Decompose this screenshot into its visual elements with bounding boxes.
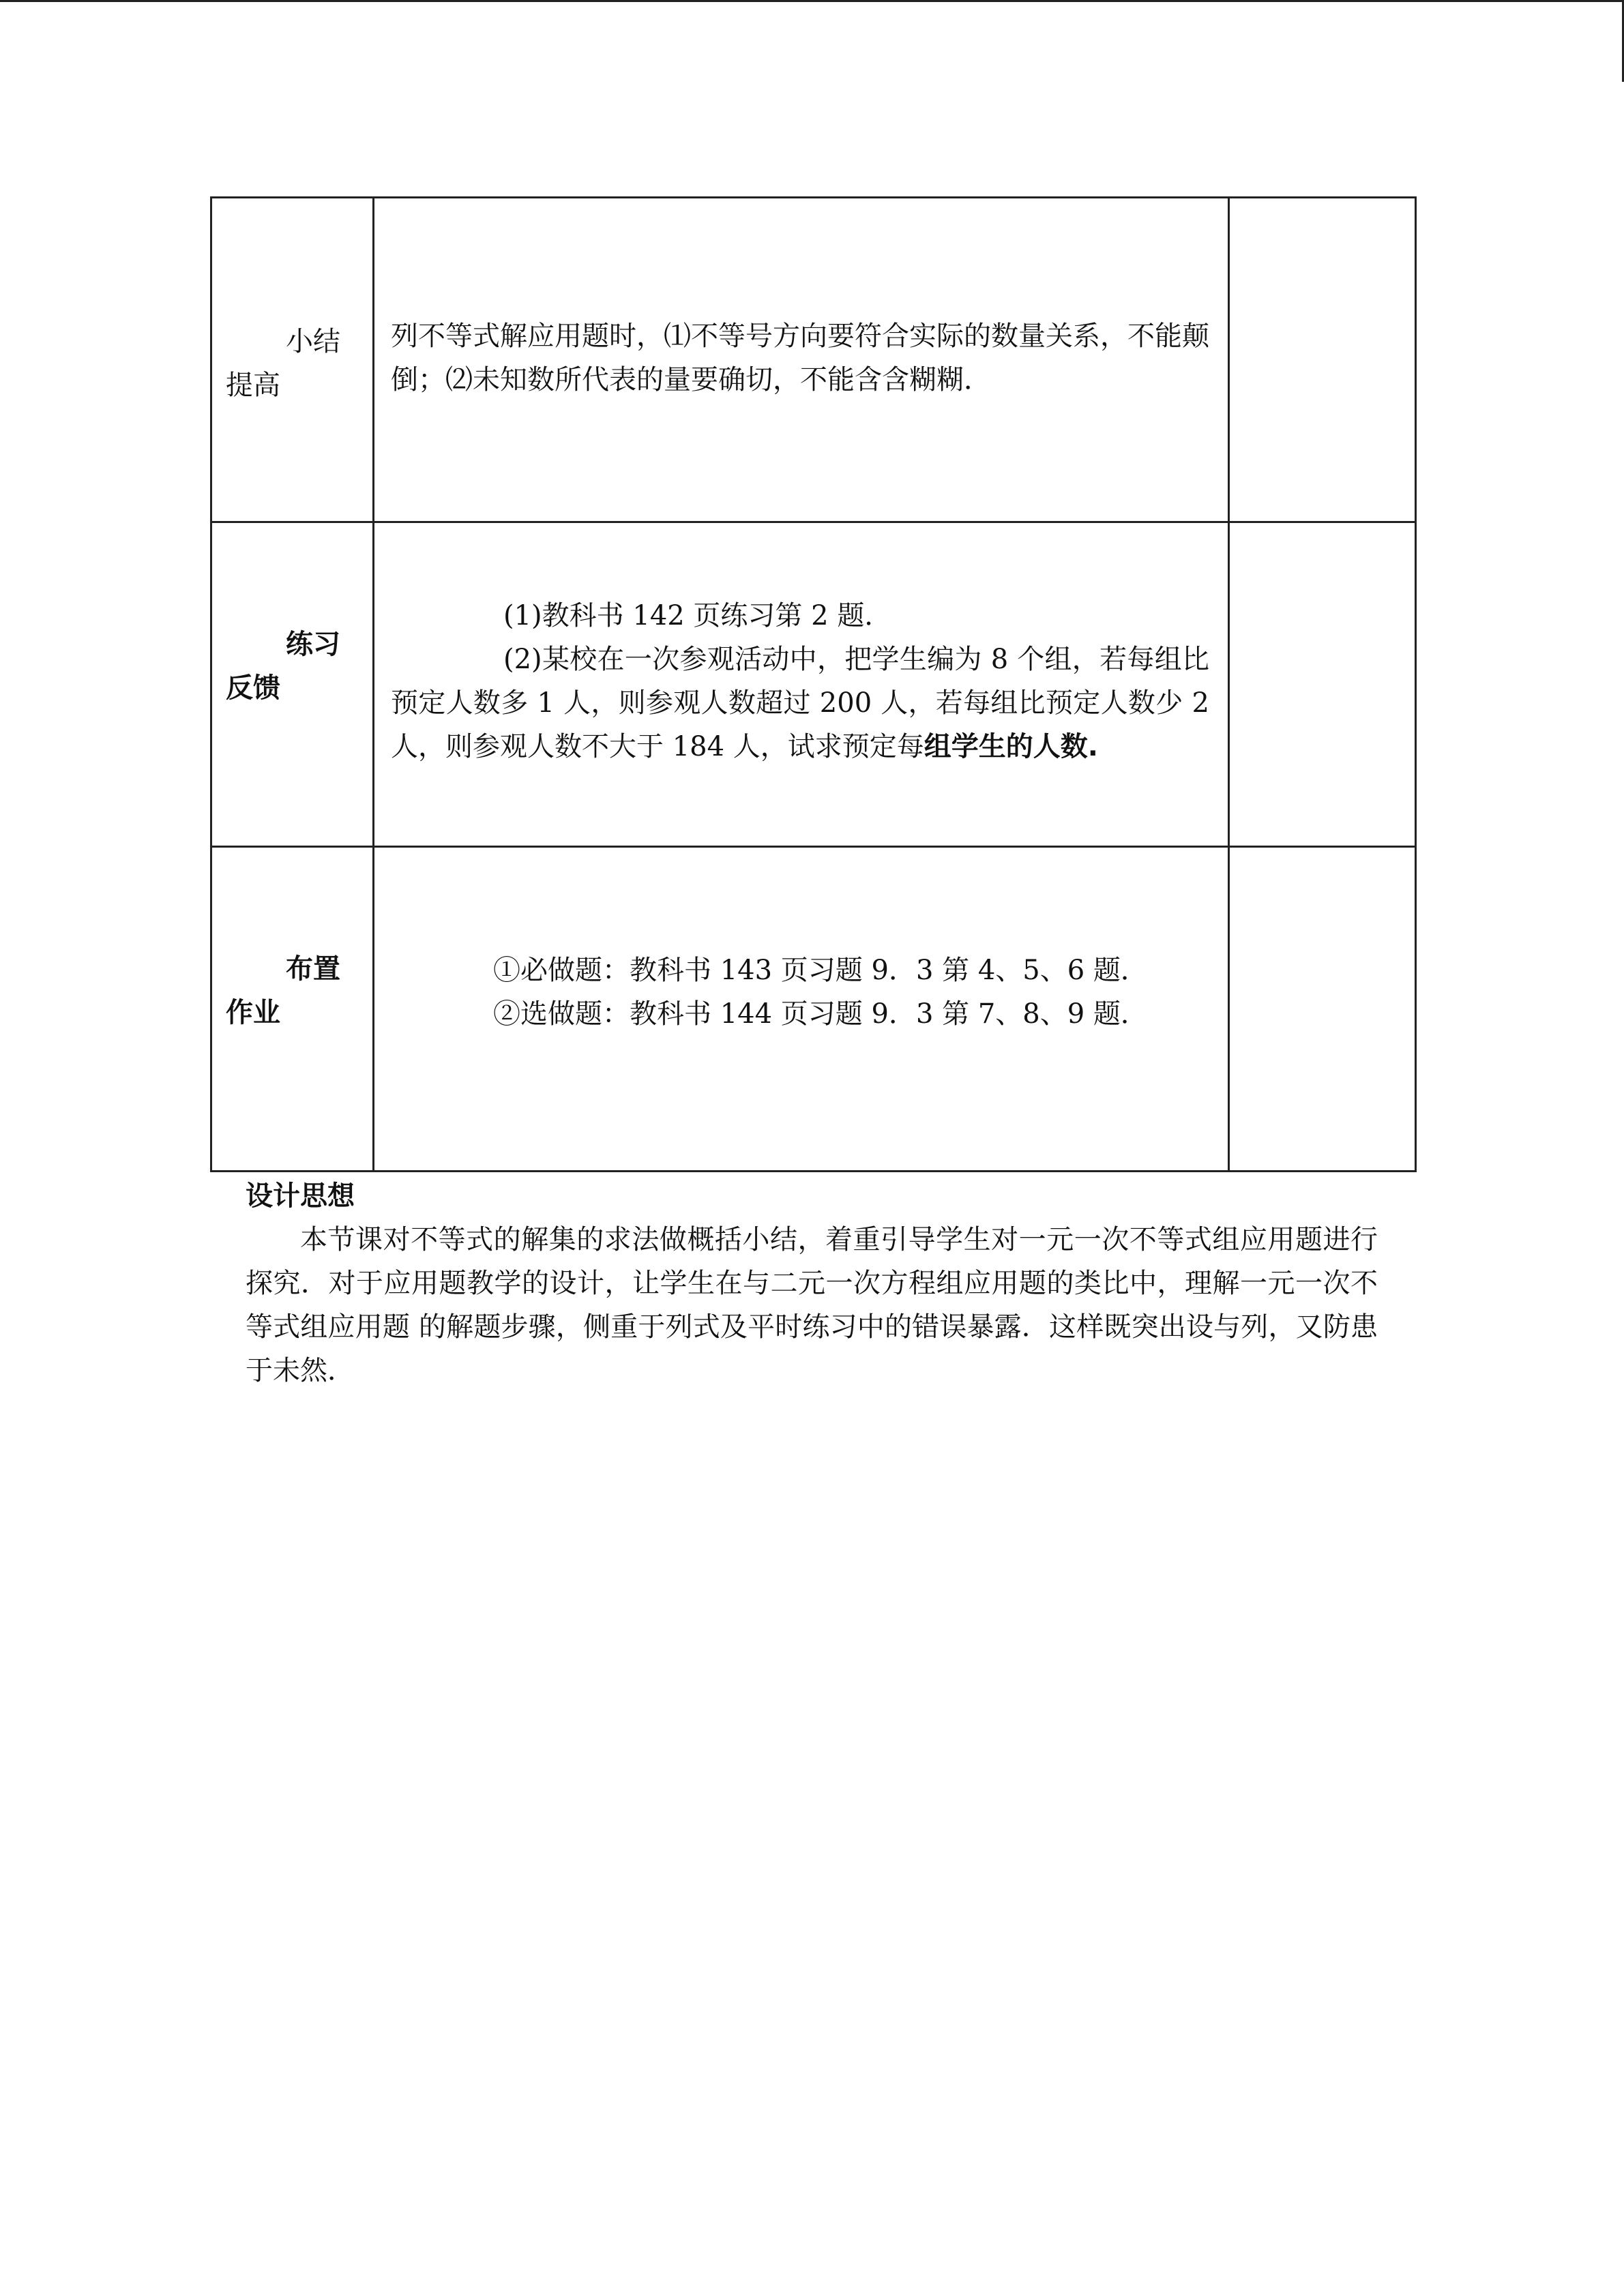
summary-text: 列不等式解应用题时，⑴不等号方向要符合实际的数量关系，不能颠倒；⑵未知数所代表的量要确切，不能含含糊糊．: [391, 320, 1209, 396]
row-label-line1: 小结: [286, 326, 340, 357]
homework-content-cell: [374, 847, 1229, 1172]
homework-item-2: ②选做题：教科书 144 页习题 9．3 第 7、8、9 题．: [493, 998, 1148, 1030]
design-section: [246, 1174, 1378, 1392]
design-body: 本节课对不等式的解集的求法做概括小结，着重引导学生对一元一次不等式组应用题进行探究．对于应用题教学的设计，让学生在与二元一次方程组应用题的类比中，理解一元一次不等式组应用题 的解题步骤，侧重于列式及平时练习中的错误暴露．这样既突出设与列，又防患于未然．: [246, 1224, 1378, 1386]
row-label-homework: [211, 847, 374, 1172]
row-label-line1: 练习: [286, 629, 340, 660]
table-row-practice: [211, 522, 1416, 847]
top-border-line: [0, 0, 1624, 2]
notes-cell: [1229, 847, 1416, 1172]
row-label-practice: [211, 522, 374, 847]
notes-cell: [1229, 522, 1416, 847]
row-label-line2: 提高: [226, 370, 280, 401]
notes-cell: [1229, 198, 1416, 522]
row-label-line1: 布置: [286, 953, 340, 985]
practice-item-1: (1)教科书 142 页练习第 2 题．: [503, 600, 892, 631]
lesson-plan-table: [210, 196, 1417, 1172]
summary-content-cell: [374, 198, 1229, 522]
practice-content-cell: [374, 522, 1229, 847]
table-row-summary: [211, 198, 1416, 522]
row-label-line2: 作业: [226, 997, 280, 1028]
practice-item-2-emphasis: 组学生的人数.: [924, 731, 1098, 762]
row-label-line2: 反馈: [226, 672, 280, 704]
design-title: 设计思想: [246, 1180, 355, 1212]
practice-item-2: [391, 638, 1209, 769]
table-row-homework: [211, 847, 1416, 1172]
practice-item-2-text: (2)某校在一次参观活动中，把学生编为 8 个组，若每组比预定人数多 1 人，则参观人数超过 200 人，若每组比预定人数少 2 人，则参观人数不大于 184 人，试求预定每: [391, 644, 1209, 762]
row-label-summary: [211, 198, 374, 522]
homework-item-1: ①必做题：教科书 143 页习题 9．3 第 4、5、6 题．: [493, 955, 1148, 986]
